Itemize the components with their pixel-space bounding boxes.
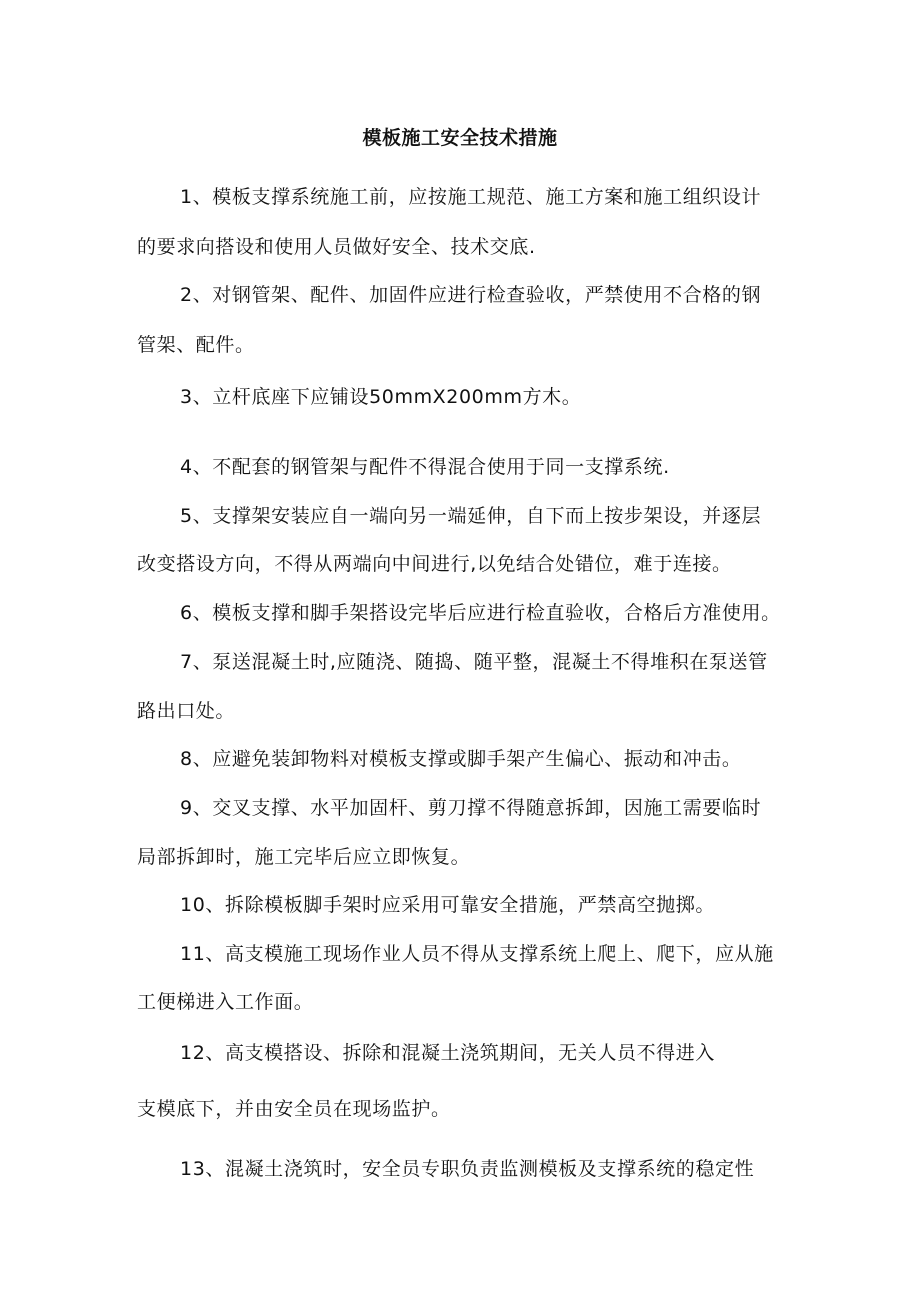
paragraph-10-line-1: 10、拆除模板脚手架时应采用可靠安全措施，严禁高空抛掷。 (180, 894, 715, 916)
paragraph-1-line-1: 1、模板支撑系统施工前，应按施工规范、施工方案和施工组织设计 (180, 186, 762, 208)
paragraph-5-line-2: 改变搭设方向，不得从两端向中间进行,以免结合处错位，难于连接。 (137, 553, 732, 575)
paragraph-9-line-1: 9、交叉支撑、水平加固杆、剪刀撑不得随意拆卸，因施工需要临时 (180, 797, 762, 819)
paragraph-6-line-1: 6、模板支撑和脚手架搭设完毕后应进行检直验收，合格后方准使用。 (180, 602, 781, 624)
paragraph-13-line-1: 13、混凝土浇筑时，安全员专职负责监测模板及支撑系统的稳定性 (180, 1158, 755, 1180)
paragraph-4-line-1: 4、不配套的钢管架与配件不得混合使用于同一支撑系统. (180, 456, 670, 478)
paragraph-1-line-2: 的要求向搭设和使用人员做好安全、技术交底. (137, 236, 536, 258)
paragraph-2-line-1: 2、对钢管架、配件、加固件应进行检查验收，严禁使用不合格的钢 (180, 284, 762, 306)
paragraph-7-line-1: 7、泵送混凝土时,应随浇、随捣、随平整，混凝土不得堆积在泵送管 (180, 651, 768, 673)
paragraph-3-line-1: 3、立杆底座下应铺设50mmX200mm方木。 (180, 386, 582, 408)
paragraph-12-line-1: 12、高支模搭设、拆除和混凝土浇筑期间，无关人员不得进入 (180, 1042, 715, 1064)
paragraph-7-line-2: 路出口处。 (137, 700, 236, 722)
paragraph-11-line-1: 11、高支模施工现场作业人员不得从支撑系统上爬上、爬下，应从施 (180, 943, 774, 965)
paragraph-12-line-2: 支模底下，并由安全员在现场监护。 (137, 1098, 451, 1120)
paragraph-9-line-2: 局部拆卸时，施工完毕后应立即恢复。 (137, 846, 471, 868)
document-title: 模板施工安全技术措施 (362, 127, 558, 149)
paragraph-11-line-2: 工便梯进入工作面。 (137, 991, 314, 1013)
paragraph-5-line-1: 5、支撑架安装应自一端向另一端延伸，自下而上按步架设，并逐层 (180, 505, 762, 527)
paragraph-8-line-1: 8、应避免装卸物料对模板支撑或脚手架产生偏心、振动和冲击。 (180, 748, 742, 770)
paragraph-2-line-2: 管架、配件。 (137, 334, 255, 356)
